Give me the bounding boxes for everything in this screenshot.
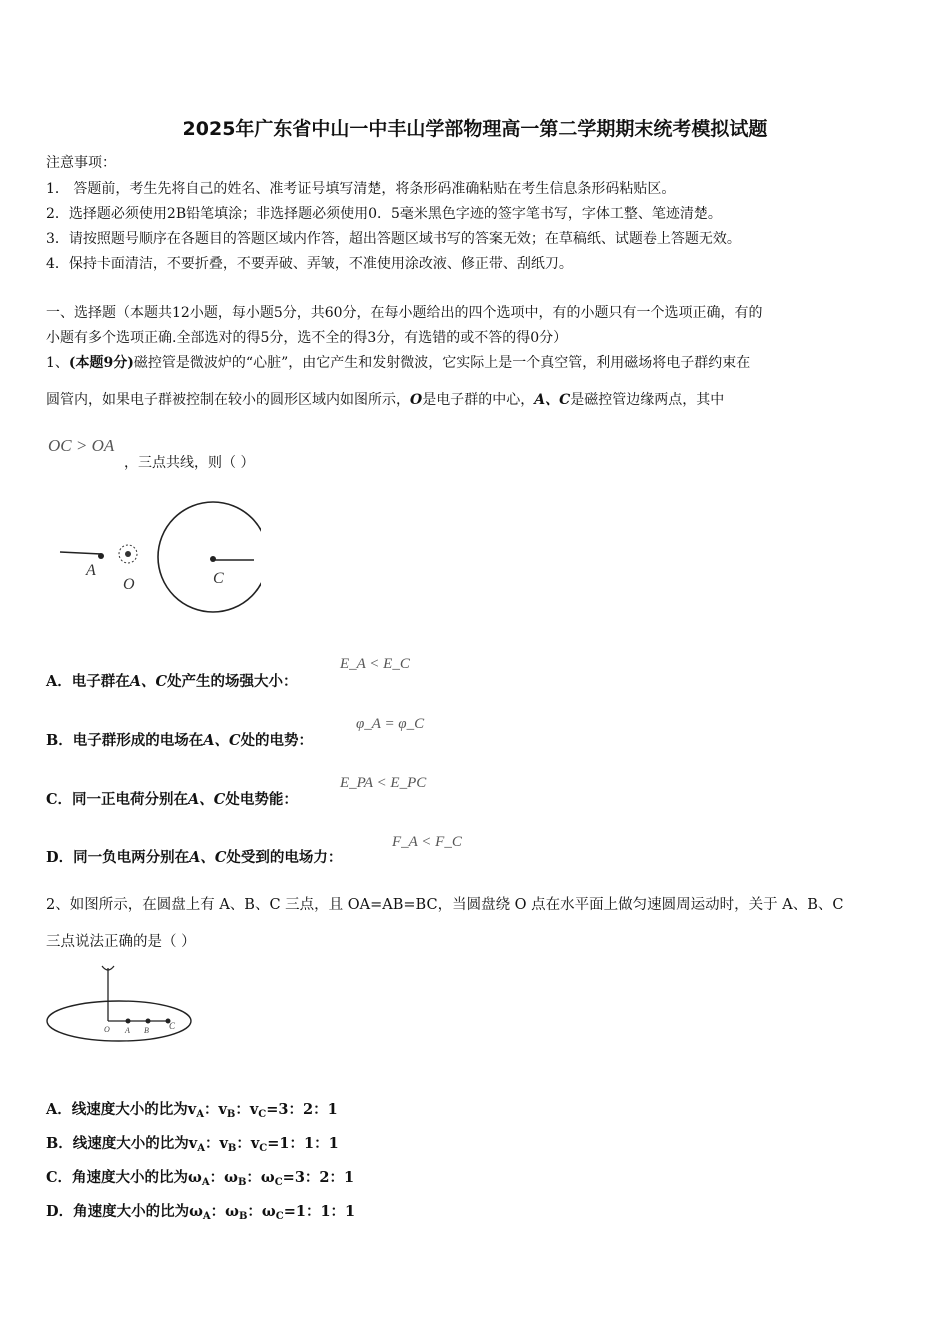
q2-line2: 三点说法正确的是（ ） [46, 934, 196, 950]
q2-option-a[interactable]: A．线速度大小的比为$v_A$：$v_B$：$v_C=3$：2：1 [46, 1101, 338, 1120]
notice-item: 1． 答题前，考生先将自己的姓名、准考证号填写清楚，将条形码准确粘贴在考生信息条形码粘贴区。 [46, 181, 676, 197]
page-title: 2025年广东省中山一中丰山学部物理高一第二学期期末统考模拟试题 [182, 118, 768, 140]
point-a [98, 553, 104, 559]
q1-line2: 圆管内，如果电子群被控制在较小的圆形区域内如图所示，O是电子群的中心，A、C是磁控管边缘两点，其中 [46, 392, 725, 408]
label-o: O [104, 1025, 110, 1034]
section-heading-cont: 小题有多个选项正确.全部选对的得5分，选不全的得3分，有选错的或不答的得0分） [46, 330, 568, 346]
q1-option-b[interactable]: B．电子群形成的电场在A、C处的电势： [46, 732, 314, 749]
q1-condition: OC > OA [48, 436, 115, 455]
point-c [210, 556, 216, 562]
q2-figure [44, 960, 212, 1068]
notice-item: 2．选择题必须使用2B铅笔填涂；非选择题必须使用0．5毫米黑色字迹的签字笔书写，字体工整、笔迹清楚。 [46, 206, 722, 222]
q1-option-b-math: φ_A = φ_C [356, 716, 425, 732]
q1-line1: 1、(本题9分)磁控管是微波炉的“心脏”，由它产生和发射微波，它实际上是一个真空管，利用磁场将电子群约束在 [46, 355, 751, 371]
label-o: O [123, 576, 135, 593]
label-a: A [86, 562, 96, 579]
notice-item: 4．保持卡面清洁，不要折叠，不要弄破、弄皱，不准使用涂改液、修正带、刮纸刀。 [46, 256, 573, 272]
q2-option-d[interactable]: D．角速度大小的比为$\omega_A$：$\omega_B$：$\omega_C=1$：1：1 [46, 1203, 356, 1222]
q1-option-d[interactable]: D．同一负电两分别在A、C处受到的电场力： [46, 849, 343, 866]
label-c: C [213, 570, 224, 587]
notice-heading: 注意事项： [46, 155, 116, 171]
q1-option-c-math: E_PA < E_PC [340, 775, 427, 791]
q2-option-c[interactable]: C．角速度大小的比为$\omega_A$：$\omega_B$：$\omega_C=3$：2：1 [46, 1169, 355, 1188]
q2-option-b[interactable]: B．线速度大小的比为$v_A$：$v_B$：$v_C=1$：1：1 [46, 1135, 339, 1154]
q2-line1: 2、如图所示，在圆盘上有 A、B、C 三点，且 OA=AB=BC，当圆盘绕 O 点在水平面上做匀速圆周运动时，关于 A、B、C [46, 897, 844, 913]
q1-figure [56, 490, 261, 620]
section-heading: 一、选择题（本题共12小题，每小题5分，共60分，在每小题给出的四个选项中，有的小题只有一个选项正确，有的 [46, 305, 763, 321]
q1-line3: ，三点共线，则（ ） [124, 455, 255, 471]
q1-option-c[interactable]: C．同一正电荷分别在A、C处电势能： [46, 791, 298, 808]
notice-item: 3．请按照题号顺序在各题目的答题区域内作答，超出答题区域书写的答案无效；在草稿纸、试题卷上答题无效。 [46, 231, 741, 247]
q1-option-a[interactable]: A．电子群在A、C处产生的场强大小： [46, 673, 298, 690]
label-c: C [169, 1021, 176, 1031]
label-b: B [144, 1026, 149, 1035]
label-a: A [125, 1026, 130, 1035]
q1-option-d-math: F_A < F_C [392, 834, 462, 850]
point-a [126, 1019, 131, 1024]
point-b [146, 1019, 151, 1024]
magnetron-circle [158, 502, 261, 612]
q1-option-a-math: E_A < E_C [340, 656, 410, 672]
